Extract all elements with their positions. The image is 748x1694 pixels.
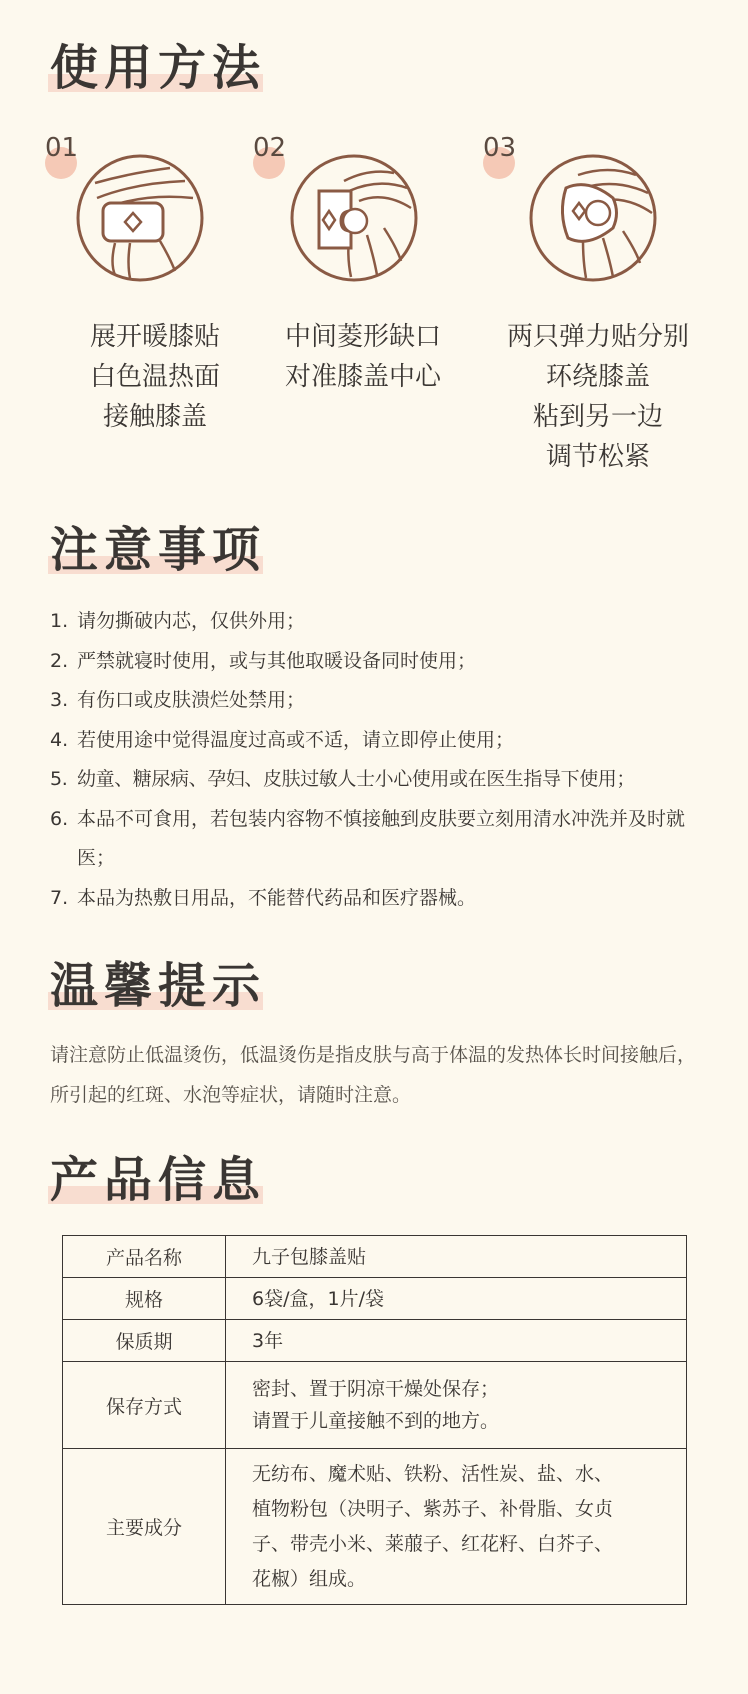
list-item <box>50 602 710 642</box>
step-line: 展开暖膝贴 <box>89 322 220 352</box>
value-line: 九子包膝盖贴 <box>252 1245 367 1268</box>
step-description <box>253 317 473 397</box>
value-line: 请置于儿童接触不到的地方。 <box>252 1410 500 1432</box>
table-key-cell: 规格 <box>63 1278 226 1320</box>
step-line: 中间菱形缺口 <box>284 322 441 352</box>
table-row <box>63 1320 687 1362</box>
usage-step-2 <box>253 135 473 475</box>
step-line: 环绕膝盖 <box>545 362 650 392</box>
step-number: 03 <box>483 133 517 163</box>
step-description <box>483 317 713 477</box>
item-text: 若使用途中觉得温度过高或不适，请立即停止使用； <box>77 728 515 751</box>
item-number: 1. <box>50 610 69 632</box>
table-row <box>63 1449 687 1605</box>
step-line: 调节松紧 <box>545 442 650 472</box>
value-line: 子、带壳小米、莱菔子、红花籽、白芥子、 <box>252 1532 614 1555</box>
table-row <box>63 1278 687 1320</box>
item-text: 请勿撕破内芯，仅供外用； <box>77 610 306 632</box>
step-line: 对准膝盖中心 <box>284 362 441 392</box>
item-number: 4. <box>50 728 69 751</box>
step-number: 01 <box>45 133 79 163</box>
item-text: 有伤口或皮肤溃烂处禁用； <box>77 689 306 711</box>
list-item <box>50 642 710 682</box>
tips-section-title <box>50 958 267 1014</box>
table-value-cell <box>226 1449 687 1605</box>
usage-step-3 <box>483 135 713 475</box>
table-key-cell: 主要成分 <box>63 1449 226 1605</box>
list-item <box>50 879 710 919</box>
tips-paragraph: 请注意防止低温烫伤，低温烫伤是指皮肤与高于体温的发热体长时间接触后，所引起的红斑、水泡等症状，请随时注意。 <box>50 1044 697 1106</box>
tips-title-text: 温馨提示 <box>50 958 267 1014</box>
value-line: 无纺布、魔术贴、铁粉、活性炭、盐、水、 <box>252 1462 614 1485</box>
list-item <box>50 760 710 800</box>
precautions-title-text: 注意事项 <box>50 522 267 578</box>
item-number: 2. <box>50 649 69 672</box>
item-text: 幼童、糖尿病、孕妇、皮肤过敏人士小心使用或在医生指导下使用； <box>77 768 636 790</box>
knee-wrap-unfold-illustration <box>75 153 205 283</box>
item-number: 6. <box>50 807 69 830</box>
list-item <box>50 681 710 721</box>
table-row <box>63 1362 687 1449</box>
step-line: 粘到另一边 <box>532 402 663 432</box>
table-key-cell: 保存方式 <box>63 1362 226 1449</box>
table-row <box>63 1236 687 1278</box>
usage-title-text: 使用方法 <box>50 40 267 96</box>
step-line: 接触膝盖 <box>102 402 207 432</box>
step-description <box>45 317 265 437</box>
usage-step-1 <box>45 135 265 475</box>
item-text: 本品为热敷日用品，不能替代药品和医疗器械。 <box>77 886 477 909</box>
knee-align-illustration <box>289 153 419 283</box>
item-text: 本品不可食用，若包装内容物不慎接触到皮肤要立刻用清水冲洗并及时就医； <box>77 807 686 869</box>
value-line: 花椒）组成。 <box>252 1567 367 1590</box>
table-key-cell: 保质期 <box>63 1320 226 1362</box>
list-item <box>50 800 710 879</box>
value-line: 密封、置于阴凉干燥处保存； <box>252 1378 500 1400</box>
step-line: 白色温热面 <box>89 362 220 392</box>
precautions-list <box>50 602 710 918</box>
value-line: 植物粉包（决明子、紫苏子、补骨脂、女贞 <box>252 1497 614 1520</box>
knee-strap-illustration <box>528 153 658 283</box>
table-value-cell <box>226 1236 687 1278</box>
list-item <box>50 721 710 761</box>
item-number: 7. <box>50 886 69 909</box>
step-line: 两只弹力贴分别 <box>506 322 689 352</box>
usage-section-title <box>50 40 267 96</box>
item-number: 3. <box>50 689 69 711</box>
table-key-cell: 产品名称 <box>63 1236 226 1278</box>
product-title-text: 产品信息 <box>50 1152 267 1208</box>
item-number: 5. <box>50 768 68 790</box>
precautions-section-title <box>50 522 267 578</box>
value-line: 3年 <box>252 1329 284 1352</box>
product-section-title <box>50 1152 267 1208</box>
table-value-cell <box>226 1320 687 1362</box>
item-text: 严禁就寝时使用，或与其他取暖设备同时使用； <box>77 649 477 672</box>
table-value-cell <box>226 1278 687 1320</box>
step-number: 02 <box>253 133 287 163</box>
table-value-cell <box>226 1362 687 1449</box>
value-line: 6袋/盒，1片/袋 <box>252 1287 384 1310</box>
product-info-table <box>62 1235 687 1605</box>
